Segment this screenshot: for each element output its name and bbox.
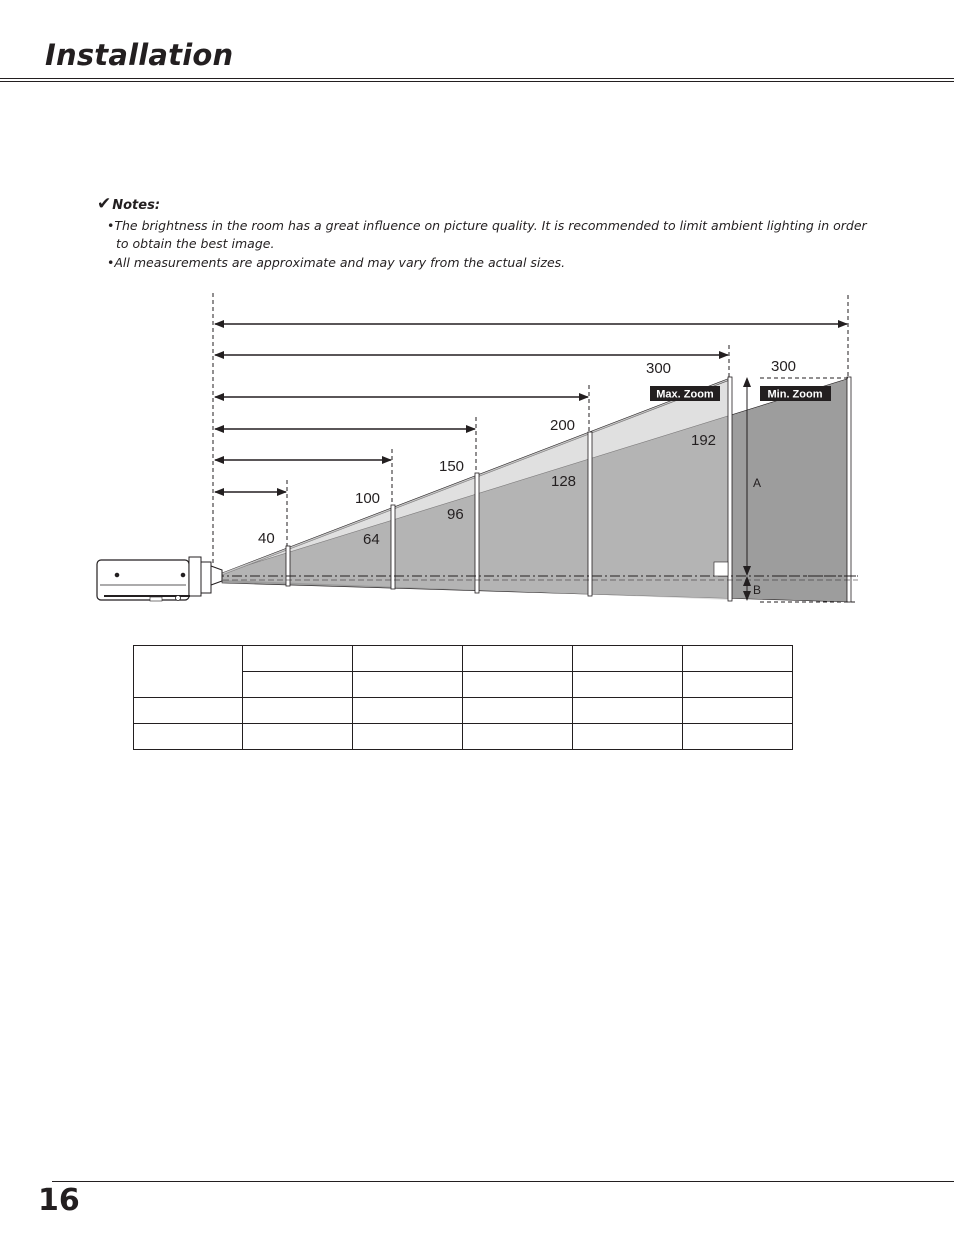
dimension-a-label: A: [753, 476, 762, 490]
notes-heading: [97, 194, 160, 214]
projector-icon: [97, 557, 222, 601]
table-cell: [463, 724, 573, 750]
screen-300-min: [847, 377, 851, 602]
screen-size-label: 100: [355, 490, 381, 507]
table-cell: [683, 672, 793, 698]
footer-rule: [52, 1181, 954, 1182]
table-cell: [463, 646, 573, 672]
screen-200: [588, 432, 592, 596]
max-zoom-label: Max. Zoom: [656, 388, 714, 401]
table-cell: [683, 646, 793, 672]
table-cell: [134, 724, 243, 750]
image-height-label: 128: [551, 473, 577, 490]
screen-size-label: 300: [771, 358, 797, 375]
page-number: 16: [38, 1183, 80, 1218]
image-height-label: 64: [363, 531, 380, 548]
note-text: All measurements are approximate and may vary from the actual sizes.: [114, 255, 566, 270]
table-row: [134, 698, 793, 724]
image-height-label: 96: [447, 506, 464, 523]
table-cell: [573, 646, 683, 672]
table-cell: [134, 646, 243, 698]
projection-distance-diagram: [0, 285, 954, 615]
table-row: [134, 724, 793, 750]
table-cell: [683, 724, 793, 750]
screen-size-label: 300: [646, 360, 672, 377]
throw-distance-table: [133, 645, 793, 750]
note-text: The brightness in the room has a great influence on picture quality. It is recommended to limit ambient lighting in order to obtain the best image.: [114, 218, 867, 251]
table-cell: [463, 698, 573, 724]
screen-300-max: [728, 377, 732, 601]
table-cell: [353, 698, 463, 724]
table-cell: [573, 724, 683, 750]
table-cell: [573, 672, 683, 698]
header-rule-top: [0, 78, 954, 79]
table-row: [134, 646, 793, 672]
table-cell: [353, 646, 463, 672]
table-cell: [353, 672, 463, 698]
table-cell: [134, 698, 243, 724]
header-rule-bottom: [0, 81, 954, 82]
screen-size-label: 200: [550, 417, 576, 434]
notes-heading-label: Notes:: [112, 198, 161, 213]
table-cell: [683, 698, 793, 724]
table-cell: [243, 672, 353, 698]
note-item: •The brightness in the room has a great influence on picture quality. It is recommended to limit ambient lighting in order to obtain the best image.: [107, 218, 867, 251]
right-angle-marker: [714, 562, 728, 576]
screen-size-label: 150: [439, 458, 465, 475]
page-title: Installation: [45, 38, 234, 72]
table-cell: [243, 724, 353, 750]
screen-150: [475, 473, 479, 593]
table-cell: [243, 646, 353, 672]
note-item: •All measurements are approximate and may vary from the actual sizes.: [107, 255, 566, 270]
table-cell: [573, 698, 683, 724]
screen-size-label: 40: [258, 530, 275, 547]
table-cell: [353, 724, 463, 750]
table-cell: [243, 698, 353, 724]
image-height-label: 192: [691, 432, 717, 449]
min-zoom-label: Min. Zoom: [767, 388, 823, 401]
check-mark-icon: ✔: [97, 194, 112, 214]
table-cell: [463, 672, 573, 698]
dimension-b-label: B: [753, 583, 762, 597]
